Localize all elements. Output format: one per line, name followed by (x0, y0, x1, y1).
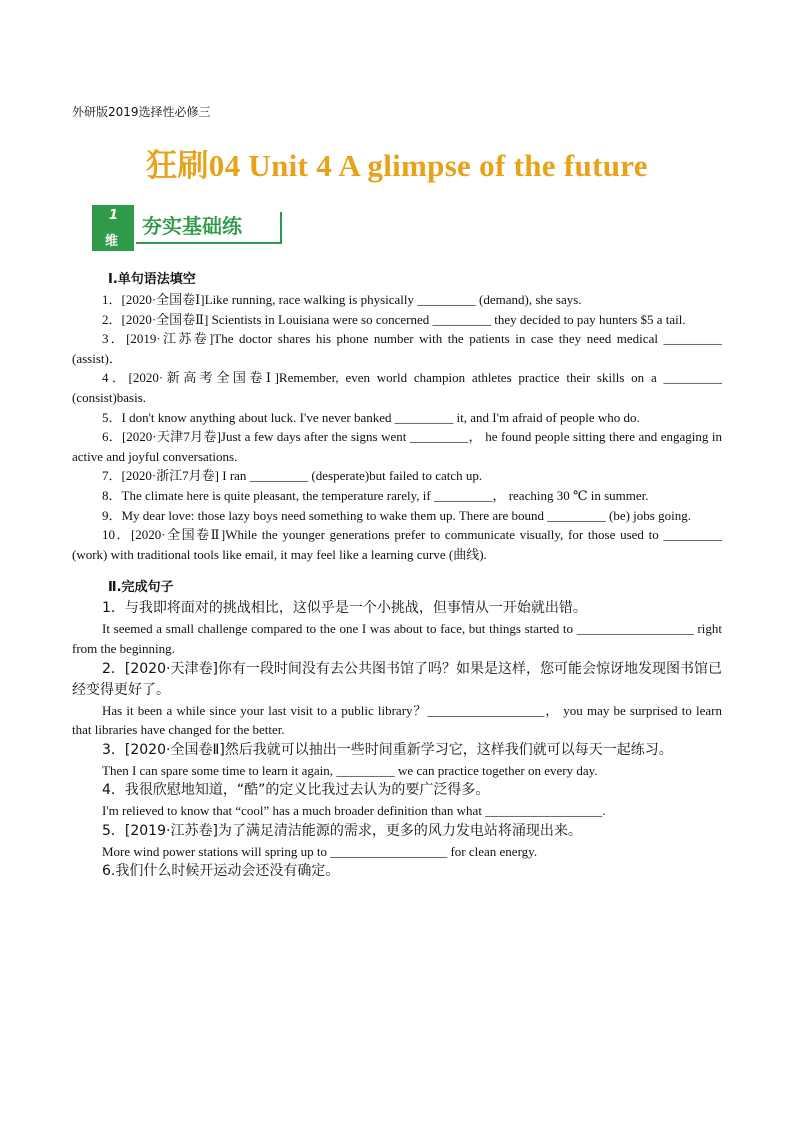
sentence-3-cn: 3．[2020·全国卷Ⅱ]然后我就可以抽出一些时间重新学习它，这样我们就可以每天一起练习。 (102, 741, 673, 758)
section2-heading: Ⅱ.完成句子 (108, 580, 174, 596)
question-5: 5．I don't know anything about luck. I've never banked _________ it, and I'm afraid of people who do. (102, 409, 640, 425)
sentence-3-en: Then I can spare some time to learn it again, _________ we can practice together on every day. (102, 762, 598, 778)
badge-number-box (92, 205, 134, 251)
sentence-1-cn: 1．与我即将面对的挑战相比，这似乎是一个小挑战，但事情从一开始就出错。 (102, 600, 587, 617)
section-badge (92, 205, 282, 251)
question-9: 9．My dear love: those lazy boys need something to wake them up. There are bound _________ (be) jobs going. (102, 507, 691, 523)
sentence-5-cn: 5．[2019·江苏卷]为了满足清洁能源的需求，更多的风力发电站将涌现出来。 (102, 822, 582, 839)
question-6: 6．[2020·天津7月卷]Just a few days after the signs went _________， he found people sitting there and engaging in active and joyful conversations. (72, 429, 722, 464)
section1-heading: Ⅰ.单句语法填空 (108, 272, 196, 287)
question-8: 8．The climate here is quite pleasant, the temperature rarely, if _________， reaching 30 ℃ in summer. (102, 487, 649, 503)
page-title: 狂刷04 Unit 4 A glimpse of the future (146, 148, 648, 183)
question-7: 7．[2020·浙江7月卷] I ran _________ (desperate)but failed to catch up. (102, 468, 483, 484)
exercise-content (72, 270, 722, 882)
question-2: 2．[2020·全国卷Ⅱ] Scientists in Louisiana were so concerned _________ they decided to pay hunters $5 a tail. (102, 311, 686, 327)
sentence-4-en: I'm relieved to know that “cool” has a much broader definition than what __________________. (102, 803, 606, 819)
badge-unit: 维 (105, 234, 119, 249)
sentence-6-cn: 6.我们什么时候开运动会还没有确定。 (102, 863, 340, 880)
badge-label: 夯实基础练 (136, 212, 282, 244)
header-text: 外研版2019选择性必修三 (72, 105, 211, 119)
question-1: 1．[2020·全国卷Ⅰ]Like running, race walking is physically _________ (demand), she says. (102, 292, 582, 307)
badge-number: 1 (109, 208, 119, 223)
question-4: 4．[2020·新高考全国卷Ⅰ]Remember, even world champion athletes practice their skills on a _________ (consist)basis. (72, 370, 722, 405)
sentence-1-en: It seemed a small challenge compared to the one I was about to face, but things started to __________________ right from the beginning. (72, 621, 722, 656)
question-3: 3．[2019·江苏卷]The doctor shares his phone number with the patients in case they need medical _________ (assist)． (72, 331, 722, 366)
sentence-5-en: More wind power stations will spring up to __________________ for clean energy. (102, 843, 538, 859)
sentence-2-en: Has it been a while since your last visit to a public library？__________________， you may be surprised to learn that libraries have changed for the better. (72, 702, 722, 738)
sentence-4-cn: 4．我很欣慰地知道，“酷”的定义比我过去认为的要广泛得多。 (102, 782, 490, 799)
sentence-2-cn: 2．[2020·天津卷]你有一段时间没有去公共图书馆了吗？如果是这样，您可能会惊讶地发现图书馆已经变得更好了。 (72, 660, 722, 698)
question-10: 10．[2020·全国卷Ⅱ]While the younger generations prefer to communicate visually, for those used to _________ (work) with traditional tools like email, it may feel like a learning curve (曲线). (72, 527, 722, 562)
